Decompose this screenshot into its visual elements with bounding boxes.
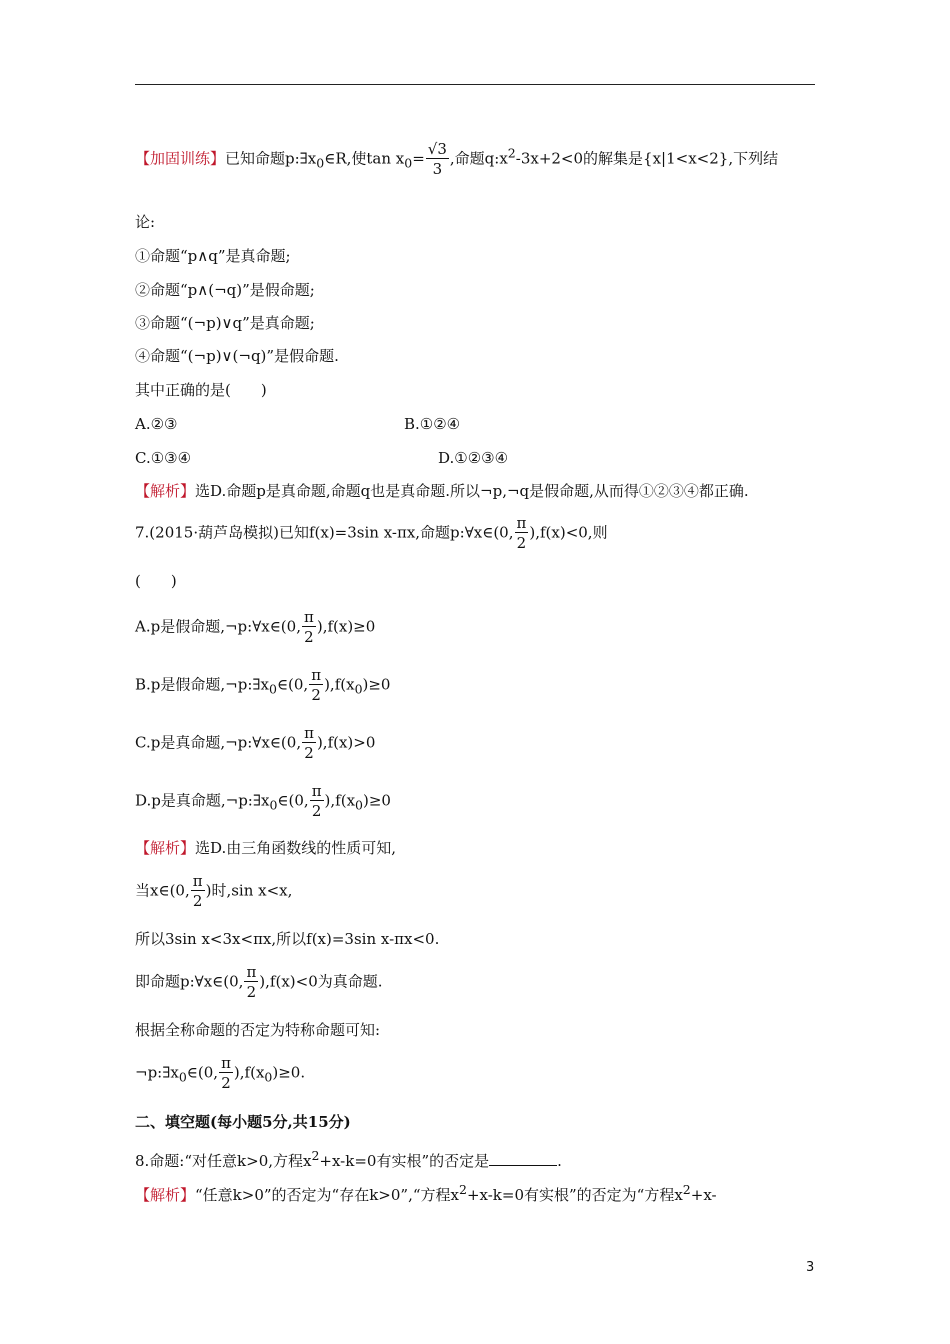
q7-option-c: C.p是真命题,¬p:∀x∈(0, $\frac{\pi}{2}$ ),f(x)>0	[135, 724, 376, 762]
sqrt3-over-3-fraction: $\frac{√3}{3}$	[427, 140, 447, 178]
q6-statement-2: ②命题“p∧(¬q)”是假命题;	[135, 281, 315, 299]
header-rule	[135, 84, 815, 85]
q7-answer-paren: ( )	[135, 572, 177, 590]
q6-stem-cont: 论:	[135, 213, 156, 231]
q7-answer-line-4: 即命题p:∀x∈(0, $\frac{\pi}{2}$ ),f(x)<0为真命题.	[135, 963, 383, 1001]
pi-over-2-fraction: $\frac{\pi}{2}$	[303, 608, 314, 646]
q7-stem: 7.(2015·葫芦岛模拟)已知f(x)=3sin x-πx,命题p:∀x∈(0, $\frac{\pi}{2}$ ),f(x)<0,则	[135, 514, 608, 552]
q6-option-a: A.②③	[135, 415, 178, 433]
pi-over-2-fraction: $\frac{\pi}{2}$	[192, 872, 203, 910]
q6-stem: 【加固训练】已知命题$p:\exists x_0\in R$,使$\tan x_0=$ $\frac{√3}{3}$ ,命题$q:x^2-3x+2<0$的解集是{x|1<x<2},下列结	[135, 140, 779, 178]
q6-option-b: B.①②④	[404, 415, 461, 433]
page-number: 3	[806, 1260, 815, 1275]
section-heading: 二、填空题(每小题5分,共15分)	[135, 1113, 351, 1131]
q6-tag: 【加固训练】	[135, 149, 226, 168]
q6-option-d: D.①②③④	[438, 449, 509, 467]
q6-option-c: C.①③④	[135, 449, 192, 467]
pi-over-2-fraction: $\frac{\pi}{2}$	[221, 1054, 231, 1092]
q7-option-d: D.p是真命题$,\neg p:\exists x_0\in(0$, $\frac{\pi}{2}$ )$,f(x_0)\ge 0$	[135, 782, 391, 820]
answer-blank[interactable]	[489, 1151, 557, 1166]
q6-answer: 【解析】选D.命题p是真命题,命题q也是真命题.所以¬p,¬q是假命题,从而得①②③④都正确.	[135, 482, 749, 500]
q7-answer: 【解析】选D.由三角函数线的性质可知,	[135, 839, 397, 857]
pi-over-2-fraction: $\frac{\pi}{2}$	[311, 782, 322, 820]
q6-statement-3: ③命题“(¬p)∨q”是真命题;	[135, 314, 315, 332]
q6-statement-4: ④命题“(¬p)∨(¬q)”是假命题.	[135, 347, 339, 365]
q7-answer-line-2: 当x∈(0, $\frac{\pi}{2}$ )时,sin x<x,	[135, 872, 293, 910]
q6-question: 其中正确的是( )	[135, 381, 267, 399]
q7-answer-tag: 【解析】	[135, 839, 196, 857]
q8-answer: 【解析】“任意k>0”的否定为“存在k>0”,“方程$x^2+x-k=0$有实根”的否定为“方程$x^2+x-$	[135, 1182, 717, 1204]
q8-answer-tag: 【解析】	[135, 1186, 196, 1204]
q7-option-a: A.p是假命题,¬p:∀x∈(0, $\frac{\pi}{2}$ ),f(x)≥0	[135, 608, 376, 646]
q6-statement-1: ①命题“p∧q”是真命题;	[135, 247, 291, 265]
q8-stem: 8.命题:“对任意k>0,方程$x^2+x-k=0$有实根”的否定是 .	[135, 1148, 562, 1170]
q7-answer-line-5: 根据全称命题的否定为特称命题可知:	[135, 1021, 381, 1039]
pi-over-2-fraction: $\frac{\pi}{2}$	[304, 724, 314, 762]
q6-answer-tag: 【解析】	[135, 482, 196, 500]
q7-answer-line-6: $\neg p:\exists x_0\in(0$, $\frac{\pi}{2}$ )$,f(x_0)\ge 0$.	[135, 1054, 306, 1092]
pi-over-2-fraction: $\frac{\pi}{2}$	[311, 666, 322, 704]
pi-over-2-fraction: $\frac{\pi}{2}$	[516, 514, 527, 552]
pi-over-2-fraction: $\frac{\pi}{2}$	[246, 963, 257, 1001]
q7-option-b: B.p是假命题$,\neg p:\exists x_0\in(0$, $\frac{\pi}{2}$ )$,f(x_0)\ge 0$	[135, 666, 391, 704]
q7-answer-line-3: 所以3sin x<3x<πx,所以f(x)=3sin x-πx<0.	[135, 930, 440, 948]
